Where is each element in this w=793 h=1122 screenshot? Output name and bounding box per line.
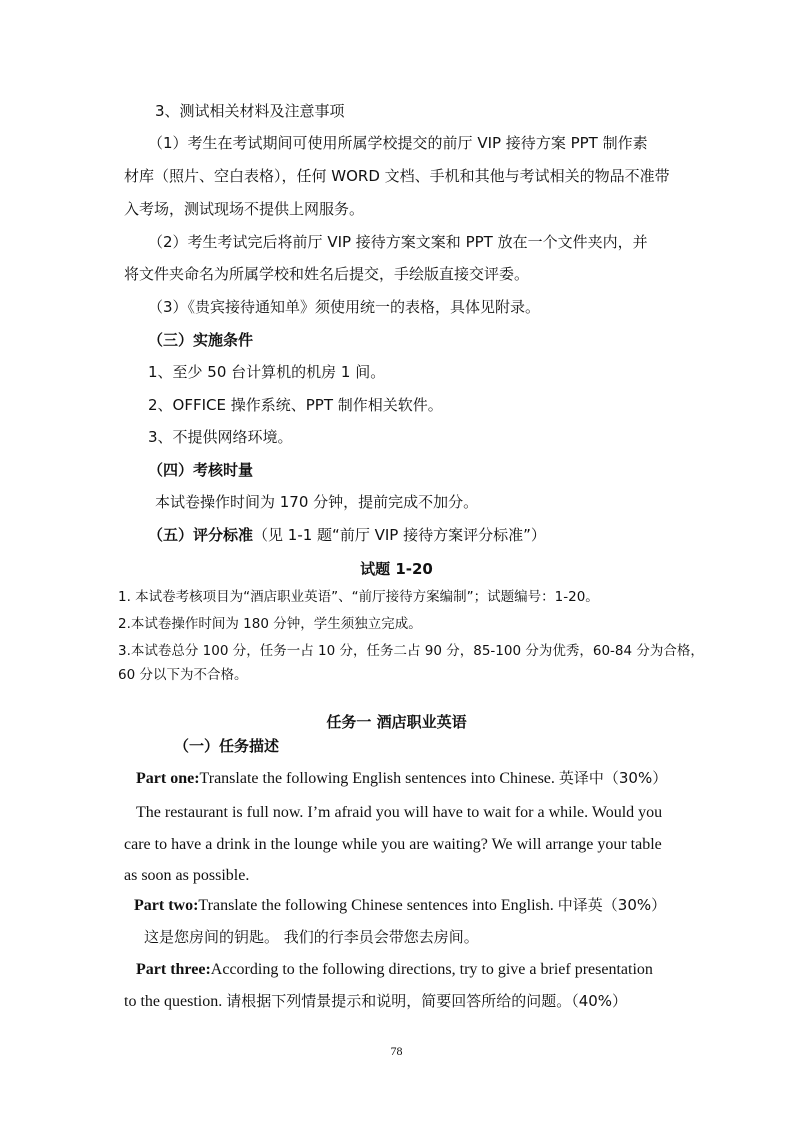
exam-title: 试题 1-20: [360, 560, 433, 578]
item-1-line-3: 入考场，测试现场不提供上网服务。: [124, 200, 365, 218]
part-two-line: [134, 895, 666, 916]
part-two-body: 这是您房间的钥匙。 我们的行李员会带您去房间。: [144, 928, 479, 946]
section-3-heading: 3、测试相关材料及注意事项: [155, 102, 345, 120]
part-three-line-2-cn: 请根据下列情景提示和说明，简要回答所给的问题。（40%）: [226, 992, 628, 1010]
condition-item-1: 1、至少 50 台计算机的机房 1 间。: [148, 363, 386, 381]
part-two-tag: 中译英（30%）: [557, 896, 667, 914]
part-three-line-2: [124, 991, 627, 1012]
part-one-label: Part one:: [136, 770, 200, 787]
item-2-line-1: （2）考生考试完后将前厅 VIP 接待方案文案和 PPT 放在一个文件夹内，并: [148, 233, 648, 251]
exam-info-3-line-1: 3.本试卷总分 100 分，任务一占 10 分，任务二占 90 分，85-100 分为优秀，60-84 分为合格，: [118, 643, 704, 659]
item-2-line-2: 将文件夹命名为所属学校和姓名后提交，手绘版直接交评委。: [124, 265, 530, 283]
part-one-line: [136, 768, 667, 789]
item-1-line-2: 材库（照片、空白表格），任何 WORD 文档、手机和其他与考试相关的物品不准带: [124, 167, 670, 185]
task1-title: 任务一 酒店职业英语: [326, 713, 467, 731]
part-three-text: According to the following directions, try to give a brief presentation: [210, 961, 653, 978]
exam-info-3-line-2: 60 分以下为不合格。: [118, 667, 248, 683]
part-one-body-line-1: The restaurant is full now. I’m afraid you will have to wait for a while. Would you: [136, 804, 663, 821]
item-1-line-1: （1）考生在考试期间可使用所属学校提交的前厅 VIP 接待方案 PPT 制作素: [148, 134, 648, 152]
part-three-line-2-en: to the question.: [124, 993, 223, 1010]
conditions-heading: （三）实施条件: [148, 331, 254, 349]
part-one-text: Translate the following English sentences into Chinese.: [199, 770, 555, 787]
scoring-line: [148, 525, 546, 545]
part-three-label: Part three:: [136, 961, 211, 978]
duration-text: 本试卷操作时间为 170 分钟，提前完成不加分。: [155, 493, 479, 511]
condition-item-2: 2、OFFICE 操作系统、PPT 制作相关软件。: [148, 396, 443, 414]
scoring-heading: （五）评分标准: [148, 526, 254, 544]
part-two-text: Translate the following Chinese sentences into English.: [198, 897, 554, 914]
task1-description-heading: （一）任务描述: [174, 737, 280, 755]
duration-heading: （四）考核时量: [148, 461, 254, 479]
exam-info-1: 1. 本试卷考核项目为“酒店职业英语”、“前厅接待方案编制”；试题编号：1-20。: [118, 589, 599, 605]
part-one-body-line-2: care to have a drink in the lounge while you are waiting? We will arrange your table: [124, 836, 662, 853]
item-3: （3）《贵宾接待通知单》须使用统一的表格，具体见附录。: [148, 298, 541, 316]
condition-item-3: 3、不提供网络环境。: [148, 428, 293, 446]
part-one-tag: 英译中（30%）: [558, 769, 668, 787]
exam-info-2: 2.本试卷操作时间为 180 分钟，学生须独立完成。: [118, 616, 422, 632]
part-one-body-line-3: as soon as possible.: [124, 867, 250, 884]
part-two-label: Part two:: [134, 897, 199, 914]
scoring-note: （见 1-1 题“前厅 VIP 接待方案评分标准”）: [253, 526, 546, 544]
part-three-line: [136, 960, 653, 980]
page-number: 78: [390, 1044, 403, 1058]
